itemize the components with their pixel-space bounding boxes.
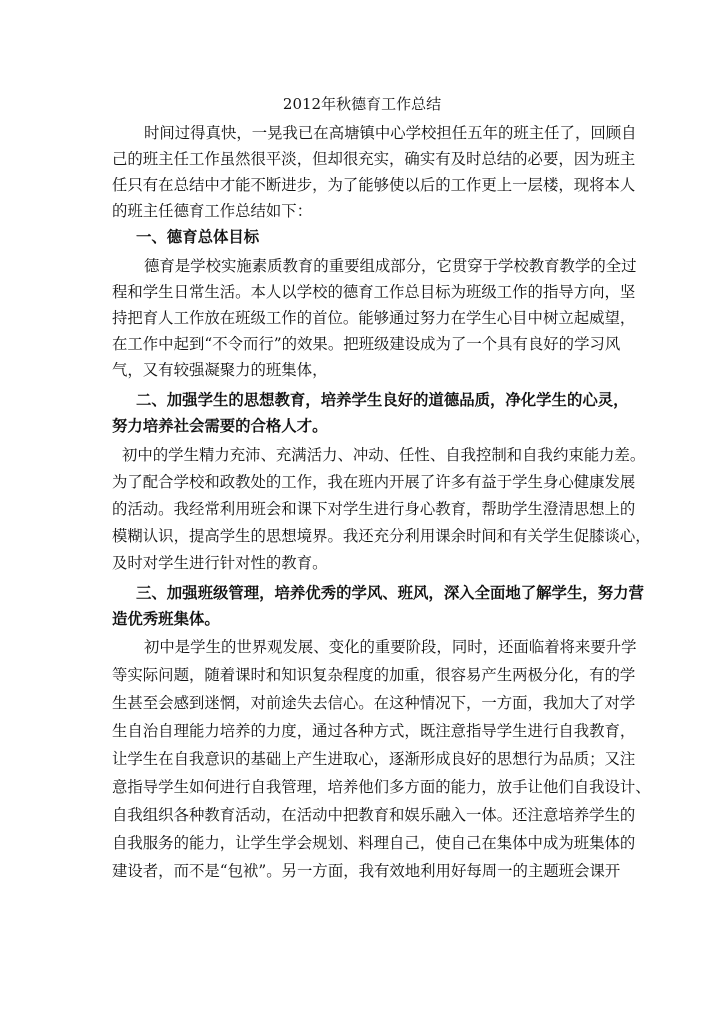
paragraph-line: 生自治自理能力培养的力度，通过各种方式，既注意指导学生进行自我教育，: [112, 722, 636, 740]
paragraph-line: 程和学生日常生活。本人以学校的德育工作总目标为班级工作的指导方向，坚: [112, 283, 636, 301]
paragraph-line: 意指导学生如何进行自我管理，培养他们多方面的能力，放手让他们自我设计、: [112, 778, 651, 796]
paragraph-line: 持把育人工作放在班级工作的首位。能够通过努力在学生心目中树立起威望，: [112, 309, 636, 327]
paragraph-line: 在工作中起到“不令而行”的效果。把班级建设成为了一个具有良好的学习风: [112, 335, 621, 353]
paragraph-line: 的活动。我经常利用班会和课下对学生进行身心教育，帮助学生澄清思想上的: [112, 500, 636, 518]
paragraph-line: 为了配合学校和政教处的工作，我在班内开展了许多有益于学生身心健康发展: [112, 473, 636, 491]
paragraph-line: 初中的学生精力充沛、充满活力、冲动、任性、自我控制和自我约束能力差。: [122, 446, 646, 464]
paragraph-line: 德育是学校实施素质教育的重要组成部分，它贯穿于学校教育教学的全过: [144, 257, 637, 275]
paragraph-line: 等实际问题，随着课时和知识复杂程度的加重，很容易产生两极分化，有的学: [112, 666, 636, 684]
paragraph-line: 自我组织各种教育活动，在活动中把教育和娱乐融入一体。还注意培养学生的: [112, 806, 636, 824]
paragraph-line: 气，又有较强凝聚力的班集体，: [112, 361, 328, 379]
paragraph-line: 己的班主任工作虽然很平淡，但却很充实，确实有及时总结的必要，因为班主: [112, 150, 636, 168]
paragraph-line: 初中是学生的世界观发展、变化的重要阶段，同时，还面临着将来要升学: [144, 638, 637, 656]
paragraph-line: 的班主任德育工作总结如下：: [112, 202, 313, 220]
paragraph-line: 建设者，而不是“包袱”。另一方面，我有效地利用好每周一的主题班会课开: [112, 862, 621, 880]
paragraph-line: 生甚至会感到迷惘，对前途失去信心。在这种情况下，一方面，我加大了对学: [112, 694, 636, 712]
section-heading: 一、德育总体目标: [136, 228, 260, 246]
section-heading: 努力培养社会需要的合格人才。: [112, 417, 328, 435]
section-heading: 三、加强班级管理，培养优秀的学风、班风，深入全面地了解学生，努力营: [136, 584, 644, 602]
paragraph-line: 让学生在自我意识的基础上产生进取心，逐渐形成良好的思想行为品质；又注: [112, 750, 636, 768]
document-title: 2012年秋德育工作总结: [282, 95, 442, 113]
paragraph-line: 模糊认识，提高学生的思想境界。我还充分利用课余时间和有关学生促膝谈心，: [112, 527, 651, 545]
paragraph-line: 及时对学生进行针对性的教育。: [112, 554, 328, 572]
paragraph-line: 任只有在总结中才能不断进步，为了能够使以后的工作更上一层楼，现将本人: [112, 176, 636, 194]
paragraph-line: 时间过得真快，一晃我已在高塘镇中心学校担任五年的班主任了，回顾自: [144, 124, 637, 142]
paragraph-line: 自我服务的能力，让学生学会规划、料理自己，使自己在集体中成为班集体的: [112, 834, 636, 852]
section-heading: 造优秀班集体。: [112, 610, 220, 628]
section-heading: 二、加强学生的思想教育，培养学生良好的道德品质，净化学生的心灵，: [136, 391, 629, 409]
